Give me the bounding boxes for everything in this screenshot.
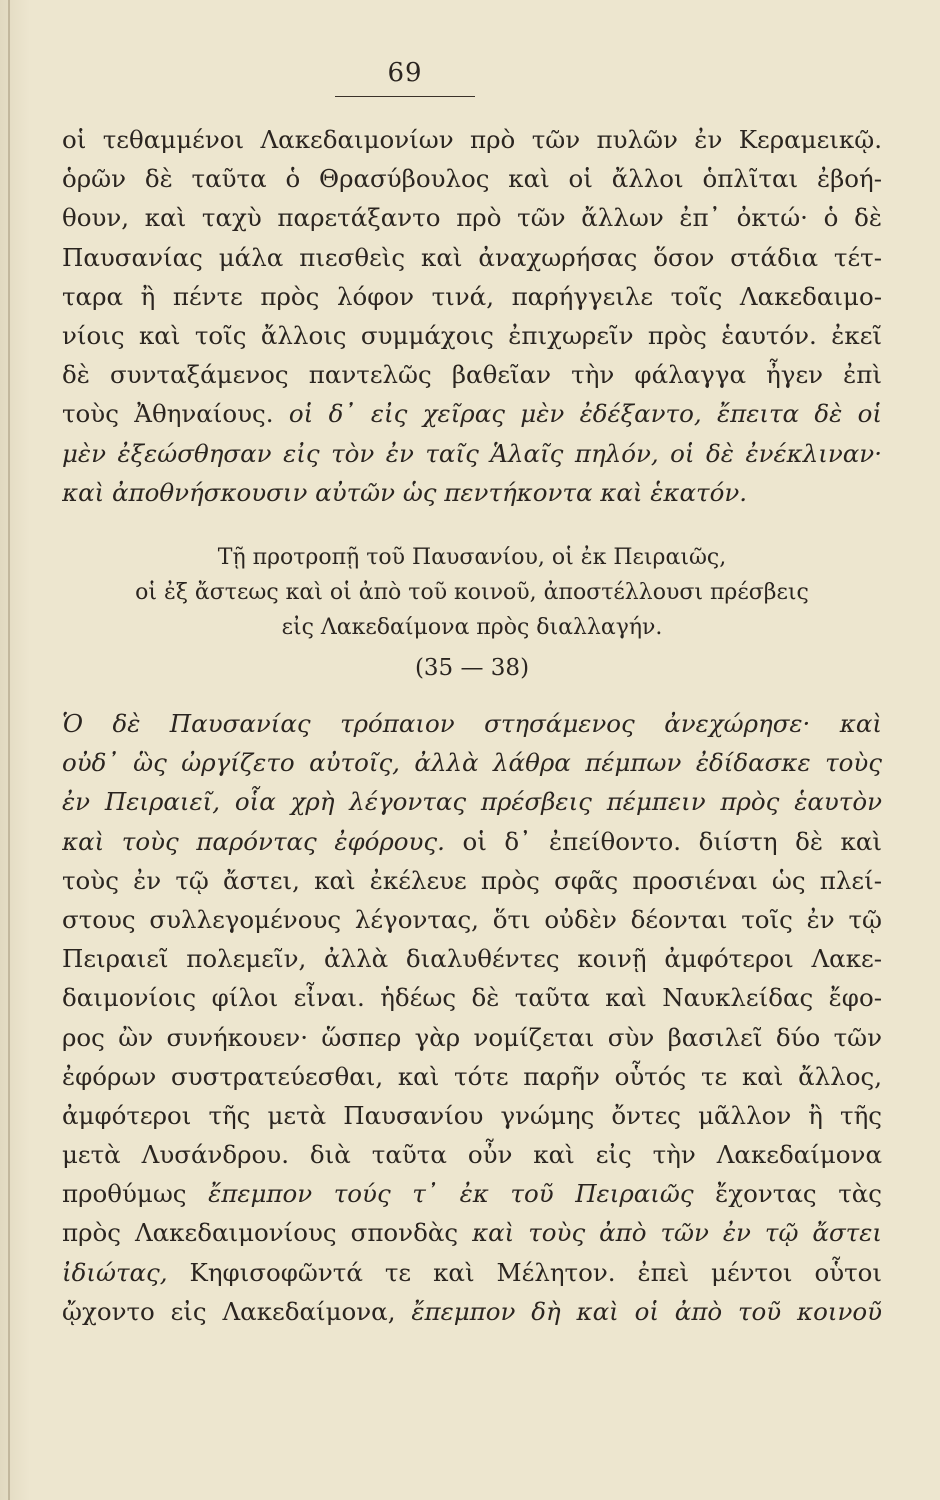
text-line: τοὺς ἐν τῷ ἄστει, καὶ ἐκέλευε πρὸς σφᾶς προσιέναι ὡς πλεί-: [62, 865, 882, 895]
roman-span: Κηφισοφῶντά τε καὶ Μέλητον. ἐπεὶ μέντοι οὗτοι: [167, 1257, 882, 1287]
text-line: μετὰ Λυσάνδρου. διὰ ταῦτα οὖν καὶ εἰς τὴν Λακεδαίμονα: [62, 1140, 882, 1170]
text-line: οὐδ᾽ ὣς ὠργίζετο αὐτοῖς, ἀλλὰ λάθρα πέμπων ἐδίδασκε τοὺς: [62, 748, 882, 778]
roman-span: τοὺς Ἀθηναίους.: [62, 399, 289, 429]
text-line: [62, 1253, 882, 1292]
text-line: Παυσανίας μάλα πιεσθεὶς καὶ ἀναχωρήσας ὅσον στάδια τέτ-: [62, 242, 882, 272]
paragraph-2: [62, 704, 882, 1331]
italic-span: ἔπεμπον δὴ καὶ οἱ ἀπὸ τοῦ κοινοῦ: [411, 1296, 882, 1326]
heading-line: οἱ ἐξ ἄστεως καὶ οἱ ἀπὸ τοῦ κοινοῦ, ἀποστέλλουσι πρέσβεις: [135, 580, 809, 605]
text-line: [62, 822, 882, 861]
text-line: θουν, καὶ ταχὺ παρετάξαντο πρὸ τῶν ἄλλων ἐπ᾽ ὀκτώ· ὁ δὲ: [62, 203, 882, 233]
heading-line: Τῇ προτροπῇ τοῦ Παυσανίου, οἱ ἐκ Πειραιῶς,: [217, 545, 727, 570]
text-line: δὲ συνταξάμενος παντελῶς βαθεῖαν τὴν φάλαγγα ἦγεν ἐπὶ: [62, 360, 882, 390]
italic-span: οἱ δ᾽ εἰς χεῖρας μὲν ἐδέξαντο, ἔπειτα δὲ οἱ: [288, 399, 882, 429]
roman-span: οἱ δ᾽ ἐπείθοντο. διίστη δὲ καὶ: [444, 826, 882, 856]
section-range: (35 — 38): [414, 655, 530, 681]
text-line: καὶ ἀποθνήσκουσιν αὐτῶν ὡς πεντήκοντα καὶ ἑκατόν.: [62, 477, 748, 507]
italic-span: καὶ τοὺς παρόντας ἐφόρους.: [62, 826, 445, 856]
text-line: ἐφόρων συστρατεύεσθαι, καὶ τότε παρῆν οὗτός τε καὶ ἄλλος,: [62, 1061, 882, 1091]
text-line: νίοις καὶ τοῖς ἄλλοις συμμάχοις ἐπιχωρεῖν πρὸς ἑαυτόν. ἐκεῖ: [62, 320, 882, 350]
text-line: ρος ὢν συνήκουεν· ὥσπερ γὰρ νομίζεται σὺν βασιλεῖ δύο τῶν: [62, 1022, 882, 1052]
paragraph-1: [62, 120, 882, 512]
text-line: ταρα ἢ πέντε πρὸς λόφον τινά, παρήγγειλε τοῖς Λακεδαιμο-: [62, 281, 882, 311]
roman-span: προθύμως: [62, 1179, 209, 1209]
text-line: Πειραιεῖ πολεμεῖν, ἀλλὰ διαλυθέντες κοινῇ ἀμφότεροι Λακε-: [62, 944, 882, 974]
page-binding-edge: [8, 0, 10, 1500]
italic-span: ἔπεμπον τούς τ᾽ ἐκ τοῦ Πειραιῶς: [208, 1179, 694, 1209]
roman-span: πρὸς Λακεδαιμονίους σπονδὰς: [62, 1218, 473, 1248]
text-line: [62, 1174, 882, 1213]
italic-span: ἰδιώτας,: [62, 1257, 168, 1287]
text-line: ὁρῶν δὲ ταῦτα ὁ Θρασύβουλος καὶ οἱ ἄλλοι ὁπλῖται ἐβοή-: [62, 164, 882, 194]
text-line: [62, 1292, 882, 1331]
text-line: μὲν ἐξεώσθησαν εἰς τὸν ἐν ταῖς Ἁλαῖς πηλόν, οἱ δὲ ἐνέκλιναν·: [62, 438, 882, 468]
page-number: 69: [387, 58, 423, 88]
text-line: οἱ τεθαμμένοι Λακεδαιμονίων πρὸ τῶν πυλῶν ἐν Κεραμεικῷ.: [62, 125, 882, 154]
text-line: ἀμφότεροι τῆς μετὰ Παυσανίου γνώμης ὄντες μᾶλλον ἢ τῆς: [62, 1100, 882, 1130]
page-number-rule: [335, 96, 475, 97]
roman-span: ἔχοντας τὰς: [693, 1179, 882, 1209]
text-line: [62, 1213, 882, 1252]
text-line: στους συλλεγομένους λέγοντας, ὅτι οὐδὲν δέονται τοῖς ἐν τῷ: [62, 904, 882, 934]
roman-span: ᾤχοντο εἰς Λακεδαίμονα,: [62, 1296, 412, 1326]
text-line: ἐν Πειραιεῖ, οἷα χρὴ λέγοντας πρέσβεις πέμπειν πρὸς ἑαυτὸν: [62, 787, 882, 817]
heading-line: εἰς Λακεδαίμονα πρὸς διαλλαγήν.: [281, 615, 663, 640]
italic-span: καὶ τοὺς ἀπὸ τῶν ἐν τῷ ἄστει: [472, 1218, 882, 1248]
section-summary-heading: [62, 540, 882, 645]
text-line: Ὁ δὲ Παυσανίας τρόπαιον στησάμενος ἀνεχώρησε· καὶ: [62, 709, 882, 738]
text-line: [62, 394, 882, 433]
text-line: δαιμονίοις φίλοι εἶναι. ἡδέως δὲ ταῦτα καὶ Ναυκλείδας ἔφο-: [62, 983, 882, 1013]
